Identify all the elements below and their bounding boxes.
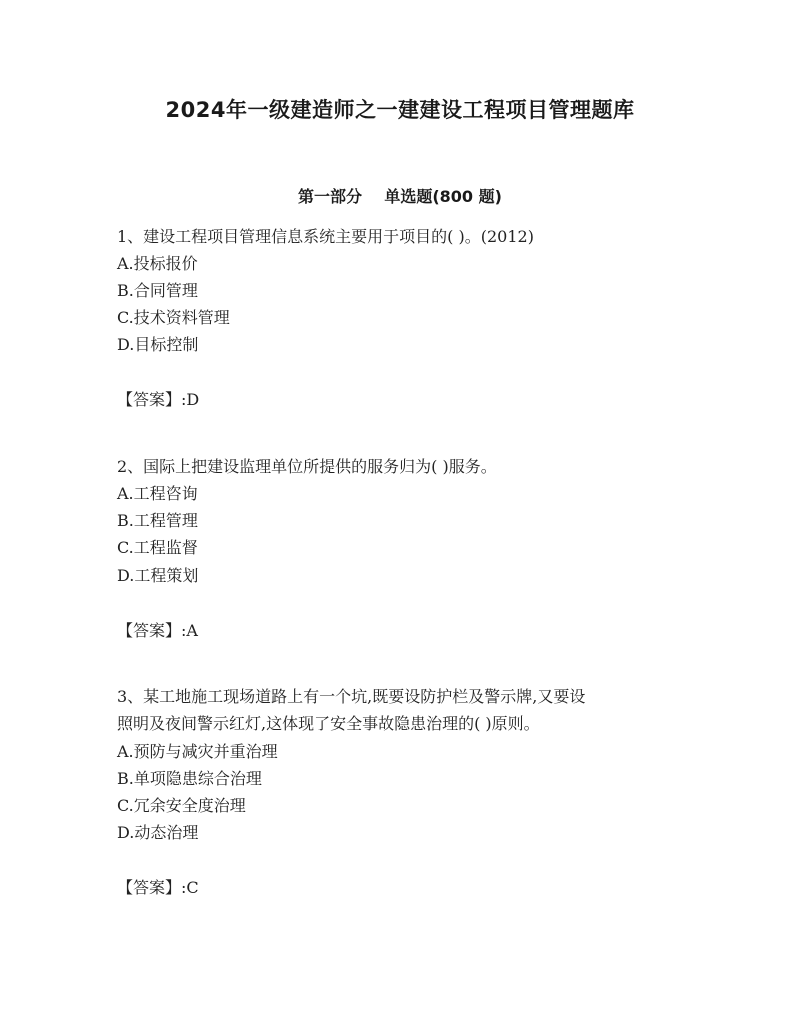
option-d: D.动态治理: [117, 823, 199, 842]
option-a: A.预防与减灾并重治理: [117, 742, 278, 761]
question-stem: 2、国际上把建设监理单位所提供的服务归为( )服务。: [117, 457, 497, 476]
question-stem-line-1: 3、某工地施工现场道路上有一个坑,既要设防护栏及警示牌,又要设: [117, 687, 586, 706]
option-c: C.工程监督: [117, 538, 198, 557]
option-a: A.工程咨询: [117, 484, 198, 503]
option-d: D.工程策划: [117, 566, 199, 585]
option-d: D.目标控制: [117, 335, 199, 354]
option-b: B.工程管理: [117, 511, 198, 530]
option-c: C.技术资料管理: [117, 308, 230, 327]
answer-line: 【答案】:D: [117, 390, 200, 409]
option-a: A.投标报价: [117, 254, 198, 273]
answer-line: 【答案】:C: [117, 878, 199, 897]
section-heading: 第一部分 单选题(800 题): [298, 187, 502, 206]
answer-line: 【答案】:A: [117, 621, 198, 640]
option-b: B.合同管理: [117, 281, 198, 300]
option-c: C.冗余安全度治理: [117, 796, 246, 815]
option-b: B.单项隐患综合治理: [117, 769, 262, 788]
document-title: 2024年一级建造师之一建建设工程项目管理题库: [165, 98, 635, 122]
question-stem-line-2: 照明及夜间警示红灯,这体现了安全事故隐患治理的( )原则。: [117, 714, 540, 733]
question-stem: 1、建设工程项目管理信息系统主要用于项目的( )。(2012): [117, 227, 534, 246]
